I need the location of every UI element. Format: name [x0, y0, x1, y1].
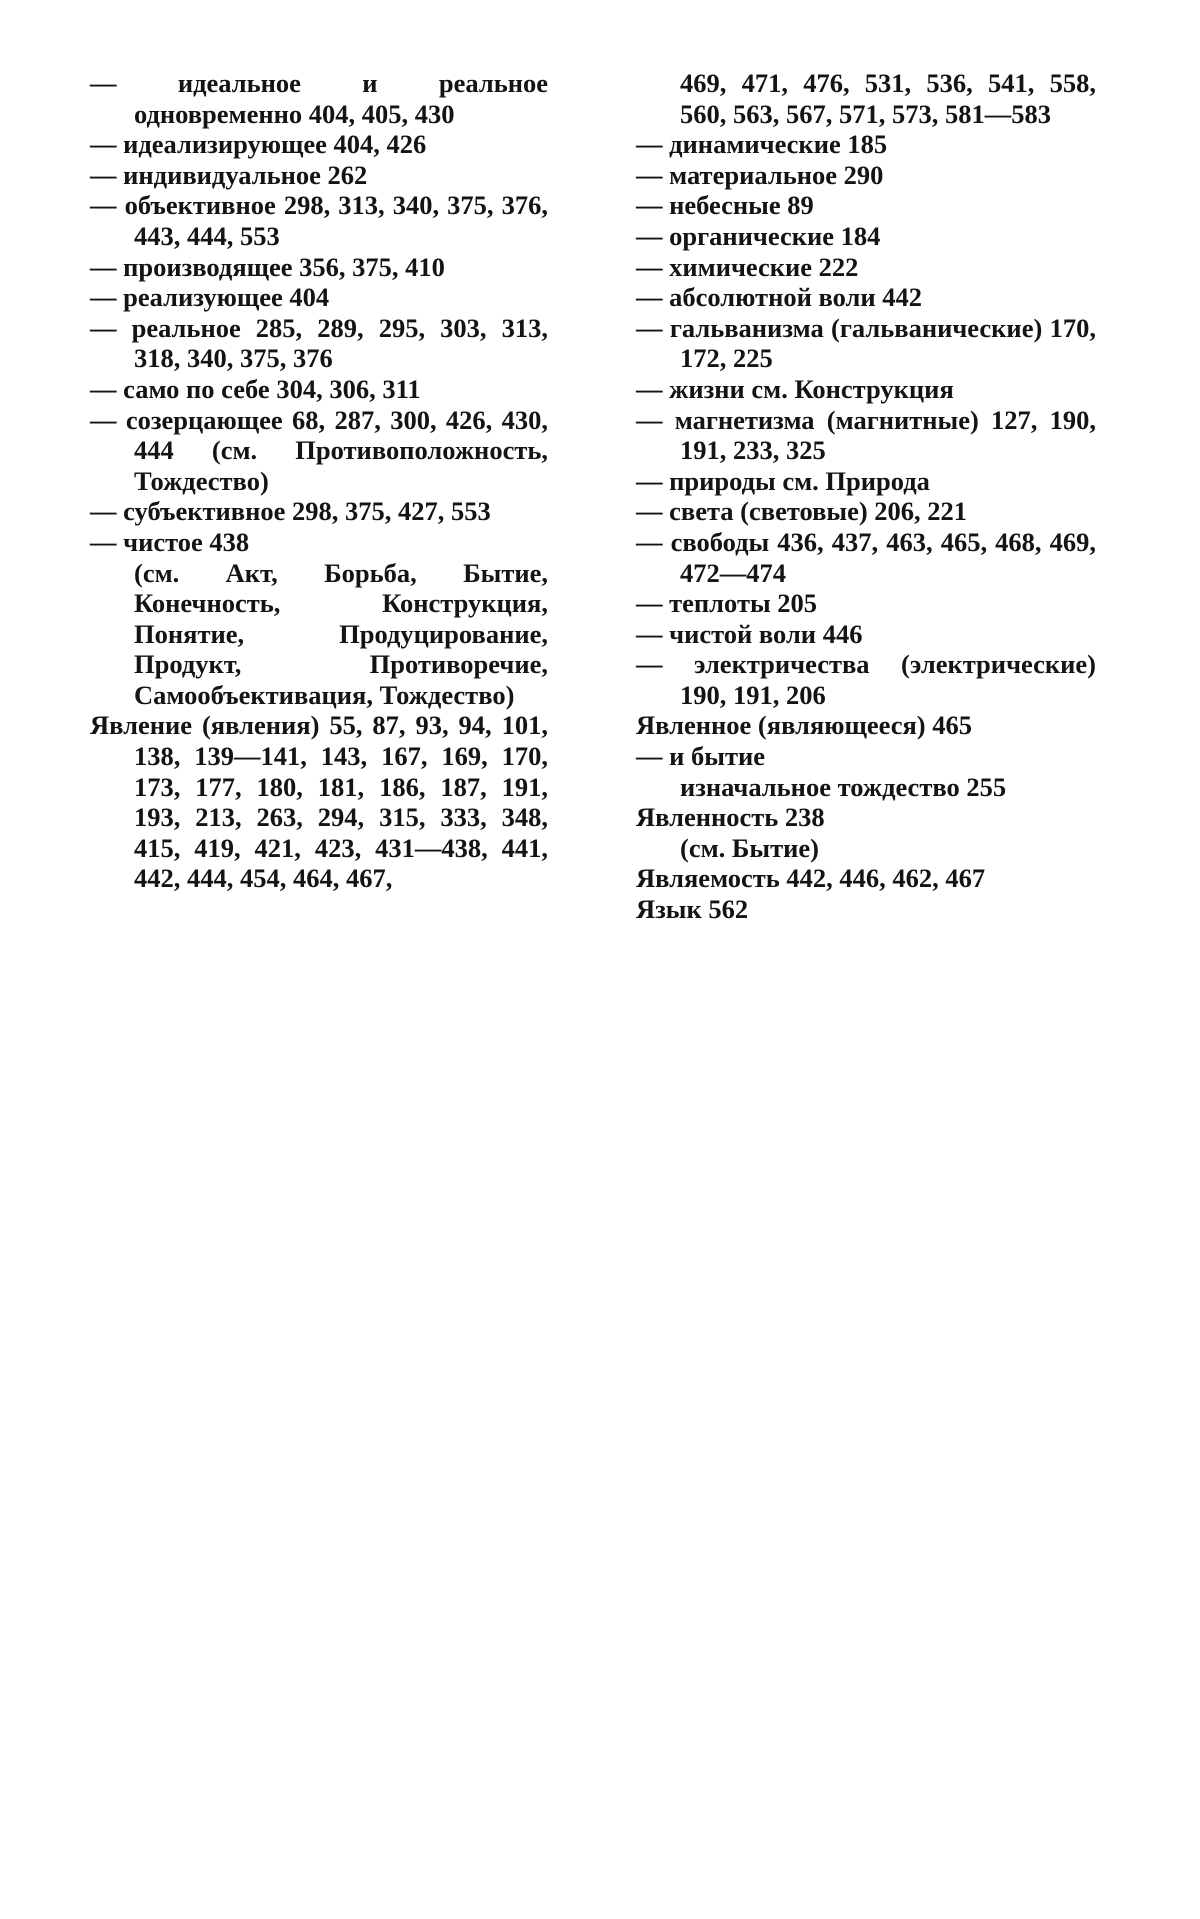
index-entry: — субъективное 298, 375, 427, 553	[90, 496, 491, 527]
index-entry: — объективное 298, 313, 340, 375, 376, 443, 444, 553	[90, 190, 548, 251]
index-entry: — идеальное и реальное одновременно 404, 405, 430	[90, 68, 548, 129]
index-entry: — производящее 356, 375, 410	[90, 251, 445, 282]
index-column-left	[90, 68, 548, 894]
index-cross-reference: (см. Бытие)	[680, 832, 819, 863]
index-entry: — динамические 185	[636, 129, 888, 160]
index-entry: — света (световые) 206, 221	[636, 496, 968, 527]
index-entry: — свободы 436, 437, 463, 465, 468, 469, 472—474	[636, 526, 1096, 588]
index-entry: — само по себе 304, 306, 311	[90, 373, 421, 404]
index-entry: — природы см. Природа	[636, 465, 930, 496]
index-entry: — чистой воли 446	[636, 618, 863, 649]
index-entry: — теплоты 205	[636, 588, 818, 619]
index-entry: — чистое 438	[90, 526, 250, 557]
index-entry: — реализующее 404	[90, 282, 330, 313]
index-continuation: 469, 471, 476, 531, 536, 541, 558, 560, 563, 567, 571, 573, 581—583	[680, 68, 1096, 129]
index-main-entry: Явленность 238	[636, 802, 825, 833]
index-main-entry: Язык 562	[636, 894, 749, 925]
index-entry: — и бытие	[636, 741, 766, 772]
index-entry: — жизни см. Конструкция	[636, 373, 954, 404]
index-entry: — идеализирующее 404, 426	[90, 129, 427, 160]
index-main-entry: Явление (явления) 55, 87, 93, 94, 101, 138, 139—141, 143, 167, 169, 170, 173, 177, 180, 181, 186, 187, 191, 193, 213, 263, 294, 315, 333, 348, 415, 419, 421, 423, 431—438, 441, 442, 444, 454, 464, 467,	[90, 710, 548, 894]
index-entry: — органические 184	[636, 220, 881, 251]
index-entry: — созерцающее 68, 287, 300, 426, 430, 444 (см. Противоположность, Тождество)	[90, 404, 548, 496]
index-column-right	[636, 68, 1096, 925]
index-entry: — химические 222	[636, 251, 859, 282]
index-main-entry: Явленное (являющееся) 465	[636, 710, 972, 741]
index-entry: — абсолютной воли 442	[636, 282, 923, 313]
index-subentry: изначальное тождество 255	[680, 771, 1007, 802]
index-entry: — небесные 89	[636, 190, 814, 221]
index-entry: — реальное 285, 289, 295, 303, 313, 318, 340, 375, 376	[90, 312, 548, 374]
index-main-entry: Являемость 442, 446, 462, 467	[636, 863, 986, 894]
index-entry: — материальное 290	[636, 159, 884, 190]
index-entry: — электричества (электрические) 190, 191, 206	[636, 649, 1096, 710]
index-cross-reference: (см. Акт, Борьба, Бытие, Конечность, Конструкция, Понятие, Продуцирование, Продукт, Противоречие, Самообъективация, Тождество)	[134, 557, 548, 710]
index-entry: — магнетизма (магнитные) 127, 190, 191, 233, 325	[636, 404, 1096, 466]
index-entry: — индивидуальное 262	[90, 159, 368, 190]
index-entry: — гальванизма (гальванические) 170, 172, 225	[636, 312, 1096, 374]
